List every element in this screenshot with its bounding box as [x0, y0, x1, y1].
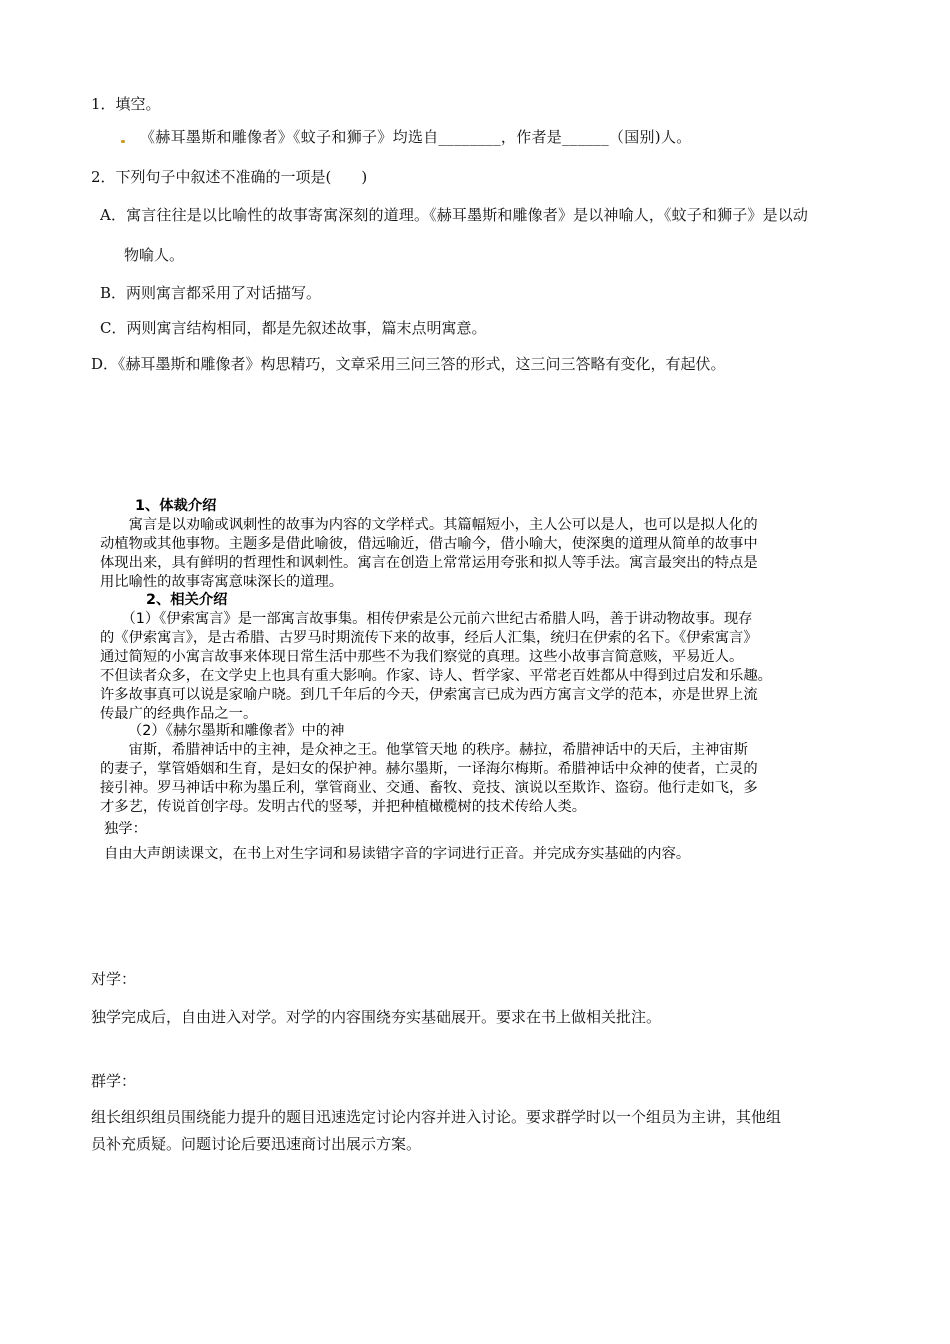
q1-title: 1．填空。: [91, 95, 161, 113]
q2-option-a-line1: A．寓言往往是以比喻性的故事寄寓深刻的道理。《赫耳墨斯和雕像者》是以神喻人，《蚊子和狮子》是以动: [100, 206, 809, 224]
qunxue-text-line1: 组长组织组员围绕能力提升的题目迅速选定讨论内容并进入讨论。要求群学时以一个组员为主讲，其他组: [91, 1108, 782, 1126]
q2-option-d: D．《赫耳墨斯和雕像者》构思精巧，文章采用三问三答的形式，这三问三答略有变化，有起伏。: [91, 355, 726, 373]
intro-heading-genre: 1、体裁介绍: [135, 498, 217, 514]
intro-subheading-gods: （2）《赫尔墨斯和雕像者》中的神: [128, 723, 345, 739]
q2-title: 2．下列句子中叙述不准确的一项是( ): [91, 168, 368, 186]
intro-paragraph-3-line: 才多艺，传说首创字母。发明古代的竖琴，并把种植橄榄树的技术传给人类。: [100, 799, 587, 815]
intro-heading-related: 2、相关介绍: [146, 592, 228, 608]
intro-paragraph-2-line: 不但读者众多，在文学史上也具有重大影响。作家、诗人、哲学家、平常老百姓都从中得到过启发和乐趣。: [100, 668, 772, 684]
intro-paragraph-2-line: 许多故事真可以说是家喻户晓。到几千年后的今天，伊索寓言已成为西方寓言文学的范本，亦是世界上流: [100, 687, 758, 703]
q2-option-b: B．两则寓言都采用了对话描写。: [100, 284, 322, 302]
qunxue-title: 群学：: [91, 1072, 137, 1090]
intro-paragraph-1-line: 动植物或其他事物。主题多是借此喻彼，借远喻近，借古喻今，借小喻大，使深奥的道理从简单的故事中: [100, 536, 758, 552]
intro-paragraph-1-line: 用比喻性的故事寄寓意味深长的道理。: [100, 574, 344, 590]
intro-paragraph-3-line: 接引神。罗马神话中称为墨丘利，掌管商业、交通、畜牧、竞技、演说以至欺诈、盗窃。他行走如飞，多: [100, 780, 758, 796]
duxue-title: 独学：: [104, 821, 147, 837]
duxue-text: 自由大声朗读课文，在书上对生字词和易读错字音的字词进行正音。并完成夯实基础的内容。: [104, 846, 691, 862]
intro-paragraph-2-line: 传最广的经典作品之一。: [100, 706, 258, 722]
intro-paragraph-1-line: 体现出来，具有鲜明的哲理性和讽刺性。寓言在创造上常常运用夸张和拟人等手法。寓言最突出的特点是: [100, 555, 758, 571]
intro-paragraph-2-line: 通过简短的小寓言故事来体现日常生活中那些不为我们察觉的真理。这些小故事言简意赅，平易近人。: [100, 649, 744, 665]
intro-paragraph-2-line: 的《伊索寓言》，是古希腊、古罗马时期流传下来的故事，经后人汇集，统归在伊索的名下。《伊索寓言》: [100, 630, 758, 646]
duixue-title: 对学：: [91, 970, 137, 988]
intro-paragraph-1-line: 寓言是以劝喻或讽刺性的故事为内容的文学样式。其篇幅短小，主人公可以是人，也可以是拟人化的: [100, 517, 758, 533]
qunxue-text-line2: 员补充质疑。问题讨论后要迅速商讨出展示方案。: [91, 1135, 422, 1153]
intro-paragraph-3-line: 宙斯，希腊神话中的主神，是众神之王。他掌管天地 的秩序。赫拉，希腊神话中的天后，主神宙斯: [100, 742, 748, 758]
q1-fill-line: 《赫耳墨斯和雕像者》《蚊子和狮子》均选自________，作者是______（国别)人。: [140, 128, 692, 146]
duixue-text: 独学完成后，自由进入对学。对学的内容围绕夯实基础展开。要求在书上做相关批注。: [91, 1008, 662, 1026]
q2-option-a-line2: 物喻人。: [124, 246, 185, 264]
intro-paragraph-3-line: 的妻子，掌管婚姻和生育，是妇女的保护神。赫尔墨斯，一译海尔梅斯。希腊神话中众神的使者，亡灵的: [100, 761, 758, 777]
marker-dot: [121, 140, 125, 143]
intro-paragraph-2-line: （1）《伊索寓言》是一部寓言故事集。相传伊索是公元前六世纪古希腊人吗，善于讲动物故事。现存: [100, 611, 753, 627]
q2-option-c: C．两则寓言结构相同，都是先叙述故事，篇末点明寓意。: [100, 319, 487, 337]
